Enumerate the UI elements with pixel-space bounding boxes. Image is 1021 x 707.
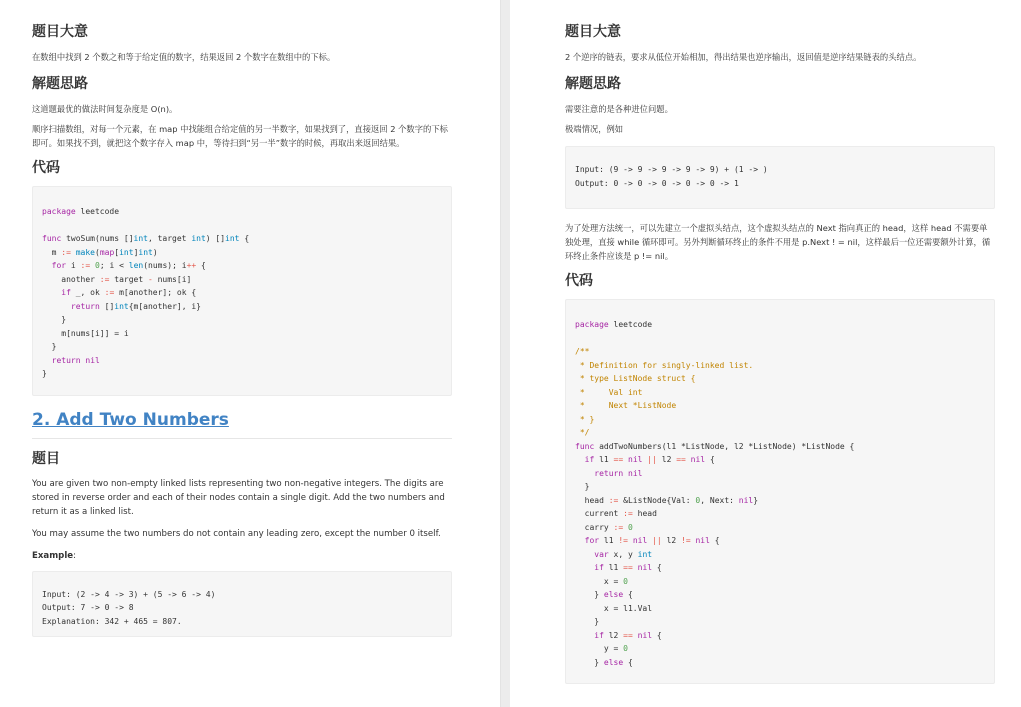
code-example xyxy=(42,588,442,629)
code-line: if _, ok := m[another]; ok { xyxy=(61,288,197,297)
code-block-two-sum xyxy=(32,186,452,396)
code-line: * Next *ListNode xyxy=(575,401,677,410)
solution-idea-paragraph-2: 顺序扫描数组，对每一个元素，在 map 中找能组合给定值的另一半数字，如果找到了，直接返回 2 个数字的下标即可。如果找不到，就把这个数字存入 map 中，等待扫到“另一半”数字的时候，再取出来返回结果。 xyxy=(32,124,448,148)
code-line: current := head xyxy=(575,509,657,518)
page-gutter xyxy=(501,0,510,707)
code-edge-case xyxy=(575,163,985,190)
right-page xyxy=(510,0,1021,707)
code-line: Output: 7 -> 0 -> 8 xyxy=(42,603,134,612)
heading-problem-summary-2: 题目大意 xyxy=(565,24,621,40)
code-line: y = 0 xyxy=(575,644,628,653)
code-line: Output: 0 -> 0 -> 0 -> 0 -> 0 -> 1 xyxy=(575,178,739,188)
heading-solution-idea-2: 解题思路 xyxy=(565,76,621,92)
code-line: return nil xyxy=(51,355,100,365)
code-line: } xyxy=(575,482,590,491)
code-line: m := make(map[int]int) xyxy=(42,247,158,257)
code-line: Input: (2 -> 4 -> 3) + (5 -> 6 -> 4) xyxy=(42,589,216,599)
code-line: another := target - nums[i] xyxy=(42,274,192,284)
problem-description-paragraph-1: You are given two non-empty linked lists representing two non-negative integers. The digits are stored in reverse order and each of their nodes contain a single digit. Add the two numbers and return it as a linked list. xyxy=(32,478,445,517)
code-line: m[nums[i]] = i xyxy=(42,328,129,338)
problem-summary-text-2: 2 个逆序的链表，要求从低位开始相加，得出结果也逆序输出，返回值是逆序结果链表的头结点。 xyxy=(565,52,922,62)
solution-idea-paragraph-2-2: 极端情况，例如 xyxy=(565,124,624,134)
code-line: if l2 == nil { xyxy=(594,630,662,640)
example-label-colon: : xyxy=(73,550,76,561)
heading-code: 代码 xyxy=(32,160,60,176)
heading-code-2: 代码 xyxy=(565,273,593,289)
code-two-sum xyxy=(42,205,442,381)
code-line: func twoSum(nums []int, target int) []int { xyxy=(42,234,250,243)
heading-problem: 题目 xyxy=(32,450,60,467)
code-line: if l1 == nil || l2 == nil { xyxy=(584,455,715,464)
heading-solution-idea: 解题思路 xyxy=(32,76,88,92)
code-line: Input: (9 -> 9 -> 9 -> 9 -> 9) + (1 -> ) xyxy=(575,165,768,174)
right-page-content xyxy=(565,22,995,696)
heading-problem-summary: 题目大意 xyxy=(32,24,88,40)
code-line: } xyxy=(42,369,47,378)
code-line: return []int{m[another], i} xyxy=(70,301,201,311)
code-line: package leetcode xyxy=(42,207,120,216)
solution-idea-paragraph-1: 这道题最优的做法时间复杂度是 O(n)。 xyxy=(32,104,178,114)
code-line: x = 0 xyxy=(575,576,628,586)
left-page xyxy=(0,0,501,707)
example-label-text: Example xyxy=(32,550,74,561)
code-line: head := &ListNode{Val: 0, Next: nil} xyxy=(575,495,759,505)
code-line: x = l1.Val xyxy=(575,603,653,613)
code-line: */ xyxy=(575,428,590,437)
problem-description-paragraph-2: You may assume the two numbers do not contain any leading zero, except the number 0 itself. xyxy=(32,528,441,539)
code-line: } xyxy=(42,342,57,351)
code-line: * Definition for singly-linked list. xyxy=(575,360,754,370)
code-line: for i := 0; i < len(nums); i++ { xyxy=(51,261,206,270)
code-line: carry := 0 xyxy=(575,522,633,532)
code-line: if l1 == nil { xyxy=(594,563,662,572)
problem-link-add-two-numbers[interactable]: 2. Add Two Numbers xyxy=(32,408,452,439)
problem-summary-text: 在数组中找到 2 个数之和等于给定值的数字，结果返回 2 个数字在数组中的下标。 xyxy=(32,52,336,62)
code-line: Explanation: 342 + 465 = 807. xyxy=(42,616,182,626)
code-line: } else { xyxy=(575,590,633,599)
code-block-edge-case xyxy=(565,146,995,209)
code-line: return nil xyxy=(594,468,643,478)
code-line: func addTwoNumbers(l1 *ListNode, l2 *ListNode) *ListNode { xyxy=(575,441,855,451)
code-line: } xyxy=(42,315,67,324)
code-block-example xyxy=(32,571,452,638)
solution-idea-paragraph-2-1: 需要注意的是各种进位问题。 xyxy=(565,104,673,114)
code-line: } xyxy=(575,617,600,626)
code-line: } else { xyxy=(575,657,633,667)
code-line: * Val int xyxy=(575,387,643,397)
code-line: * type ListNode struct { xyxy=(575,374,696,383)
example-label xyxy=(32,549,452,563)
code-line: /** xyxy=(575,347,590,356)
code-line: * } xyxy=(575,414,595,424)
code-line: var x, y int xyxy=(594,549,653,559)
code-block-add-two-numbers xyxy=(565,299,995,684)
code-line: package leetcode xyxy=(575,320,653,329)
solution-idea-paragraph-2-3: 为了处理方法统一，可以先建立一个虚拟头结点，这个虚拟头结点的 Next 指向真正的 head，这样 head 不需要单独处理，直接 while 循环即可。另外判断循环终止的条件不用是 p.Next ! = nil，这样最后一位还需要额外计算，循环终止条件应该是 p != nil。 xyxy=(565,223,991,261)
code-add-two-numbers xyxy=(575,318,985,669)
code-line: for l1 != nil || l2 != nil { xyxy=(584,536,720,545)
left-page-content xyxy=(32,22,452,649)
